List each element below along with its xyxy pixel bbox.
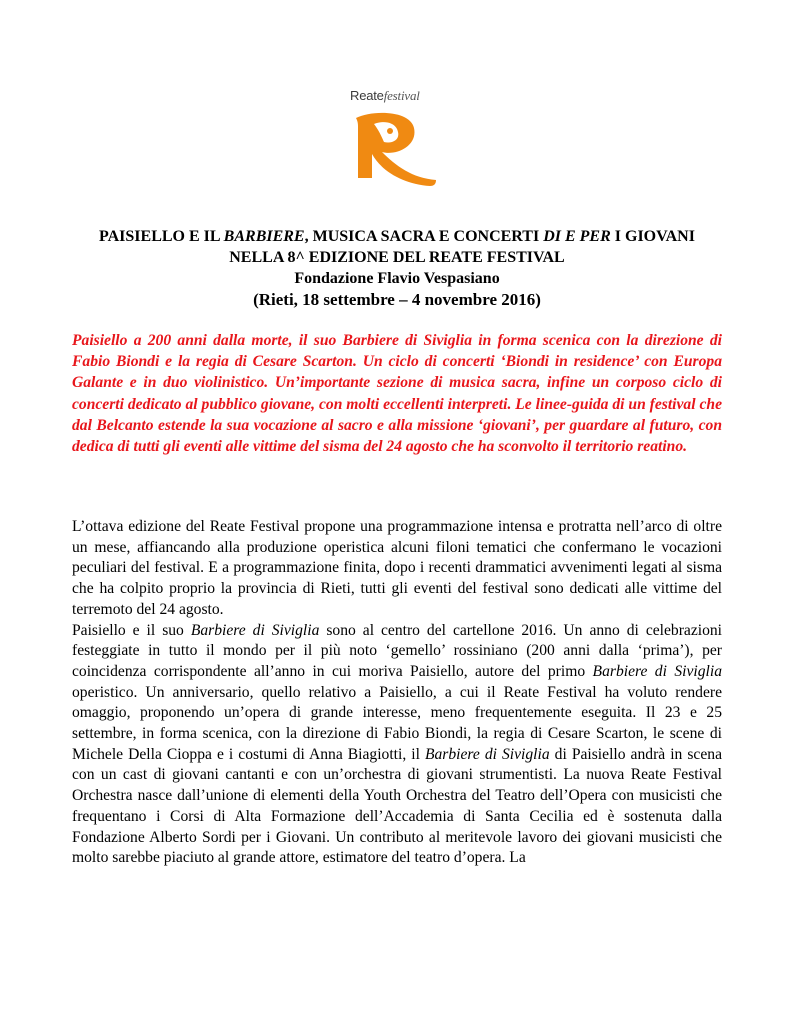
body-paragraph-2-part-f: Barbiere di Siviglia — [424, 745, 550, 763]
heading-line-2: NELLA 8^ EDIZIONE DEL REATE FESTIVAL — [229, 249, 565, 266]
body-paragraph-2-part-d: Barbiere di Siviglia — [592, 662, 722, 680]
body-paragraph-2-part-g: di Paisiello andrà in scena con un cast di giovani cantanti e con un’orchestra di giovani strumentisti. La nuova Reate Festival Orchestra nasce dall’unione di elementi della Youth Orchestra del Teatro dell’Opera con musicisti che frequentano i Corsi di Alta Formazione dell’Accademia di Santa Cecilia ed è sostenuta dalla Fondazione Alberto Sordi per i Giovani. Un contributo al meritevole lavoro dei giovani musicisti che molto sarebbe piaciuto al grande attore, estimatore del teatro d’opera. La — [72, 745, 722, 867]
logo-text-italic: festival — [383, 88, 420, 103]
logo-r-icon — [352, 112, 438, 188]
heading-line-1 — [72, 226, 722, 247]
body-paragraph-2-part-a: Paisiello e il suo — [72, 621, 191, 639]
body-paragraph-1: L’ottava edizione del Reate Festival propone una programmazione intensa e protratta nell’arco di oltre un mese, affiancando alla produzione operistica alcuni filoni tematici che confermano le vocazioni peculiari del festival. E a programmazione finita, dopo i recenti drammatici avvenimenti legati al sisma che ha colpito proprio la provincia di Rieti, tutti gli eventi del festival sono dedicati alle vittime del terremoto del 24 agosto. — [72, 518, 722, 618]
lead-paragraph: Paisiello a 200 anni dalla morte, il suo Barbiere di Siviglia in forma scenica con la direzione di Fabio Biondi e la regia di Cesare Scarton. Un ciclo di concerti ‘Biondi in residence’ con Europa Galante e in duo violinistico. Un’importante sezione di musica sacra, infine un corposo ciclo di concerti dedicato al pubblico giovane, con molti eccellenti interpreti. Le linee-guida di un festival che dal Belcanto estende la sua vocazione al sacro e alla missione ‘giovani’, per guardare al futuro, con dedica di tutti gli eventi alle vittime del sisma del 24 agosto che ha sconvolto il territorio reatino. — [72, 332, 722, 456]
body-paragraph-2-part-e: operistico. Un anniversario, quello relativo a Paisiello, a cui il Reate Festival ha voluto rendere omaggio, proponendo un’opera di grande interesse, meno frequentemente eseguita. Il 23 e 25 settembre, in forma scenica, con la direzione di Fabio Biondi, la regia di Cesare Scarton, le scene di Michele Della Cioppa e i costumi di Anna Biagiotti, il — [72, 683, 722, 763]
body-text — [72, 517, 722, 869]
heading-line-1-part-e: I GIOVANI — [610, 228, 695, 245]
body-paragraph-2 — [72, 621, 722, 869]
heading-line-1-part-b: BARBIERE — [223, 228, 305, 245]
logo-wordmark — [350, 88, 420, 104]
heading-line-1-part-d: DI E PER — [543, 228, 611, 245]
body-paragraph-2-part-b: Barbiere di Siviglia — [190, 621, 320, 639]
heading-line-4: (Rieti, 18 settembre – 4 novembre 2016) — [253, 290, 541, 309]
heading-line-1-part-c: , MUSICA SACRA E CONCERTI — [304, 228, 544, 245]
press-release-heading — [72, 226, 722, 311]
body-paragraph-2-part-c: sono al centro del cartellone 2016. Un anno di celebrazioni festeggiate in tutto il mondo per il più noto ‘gemello’ rossiniano (200 anni dalla ‘prima’), per coincidenza corrispondente all’anno in cui moriva Paisiello, autore del primo — [72, 621, 723, 680]
heading-line-1-part-a: PAISIELLO E IL — [99, 228, 224, 245]
logo-text-regular: Reate — [350, 88, 384, 103]
reate-festival-logo — [350, 88, 442, 192]
heading-line-3: Fondazione Flavio Vespasiano — [294, 270, 500, 287]
